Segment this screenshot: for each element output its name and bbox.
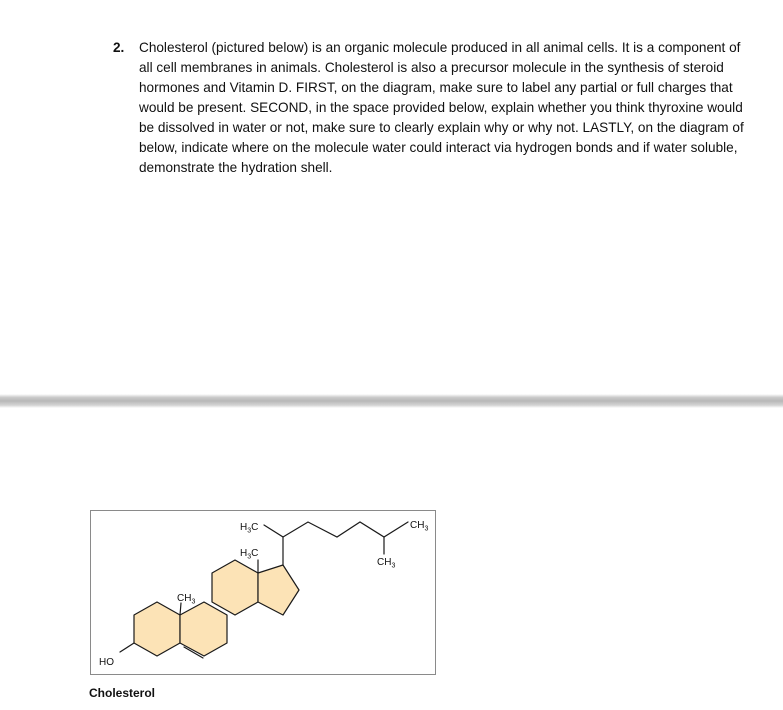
- question-block: [113, 38, 753, 178]
- side-chain: [264, 525, 283, 565]
- ring-b: [180, 602, 227, 656]
- top-methyl-label: $H_3C$: [240, 522, 259, 535]
- ring-methyl-label: $CH_3$: [177, 593, 196, 606]
- mid-methyl-label: $H_3C$: [240, 548, 259, 561]
- figure-caption: Cholesterol: [89, 686, 156, 700]
- side-chain-tail: [283, 522, 408, 537]
- ho-bond: [120, 643, 134, 652]
- ho-label: HO: [99, 657, 114, 668]
- ring-c: [212, 560, 258, 615]
- page-divider: [0, 394, 783, 408]
- ring-methyl-bond: [180, 603, 181, 615]
- steroid-rings: [134, 560, 299, 656]
- terminal-methyl-label: $CH_3$: [410, 520, 429, 533]
- branch-methyl-label: $CH_3$: [377, 557, 396, 570]
- question-number: 2.: [113, 40, 125, 55]
- question-text: Cholesterol (pictured below) is an organic molecule produced in all animal cells. It is a component of all cell membranes in animals. Cholesterol is also a precursor molecule in the synthesis of steroid hormones and Vitamin D. FIRST, on the diagram, make sure to label any partial or full charges that would be present. SECOND, in the space provided below, explain whether you think thyroxine would be dissolved in water or not, make sure to clearly explain why or why not. LASTLY, on the diagram of below, indicate where on the molecule water could interact via hydrogen bonds and if water soluble, demonstrate the hydration shell.: [139, 40, 744, 175]
- ring-a: [134, 602, 180, 656]
- cholesterol-structure: [90, 510, 436, 675]
- ring-d: [258, 565, 299, 615]
